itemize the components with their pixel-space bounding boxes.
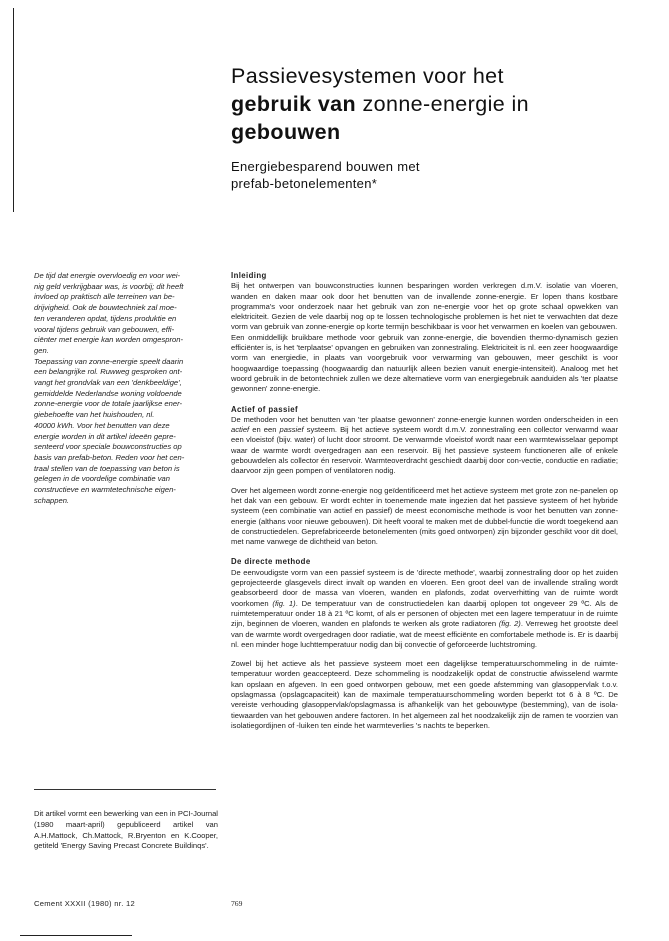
sidebar-line: invloed op praktisch alle terreinen van be- — [34, 292, 175, 302]
paragraph — [231, 568, 618, 650]
paragraph: Bij het ontwerpen van bouwconstructies kunnen besparingen worden verkregen d.m.V. isolatie van vloeren, wanden en daken maar ook door het benutten van de invallende zonne-energie. Er lopen thans kostbare programma's voor onderzoek naar het gebruik van zon ne-energie voor het op grote schaal opwekken van elektriciteit. Gezien de vele daarbij nog op te lossen technologische problemen is het niet te verwachten dat deze vorm van gebruik van zonne-energie op korte termijn beschikbaar is voor het verwarmen en koelen van gebouwen. — [231, 281, 618, 332]
sidebar-line: basis van prefab-beton. Reden voor het cen- — [34, 452, 185, 462]
sidebar-line: senteerd voor speciale bouwconstructies op — [34, 442, 182, 452]
paragraph — [231, 415, 618, 477]
sidebar-line: De tijd dat energie overvloedig en voor wei- — [34, 271, 181, 280]
title-line-2-bold: gebruik van — [231, 92, 357, 116]
emphasis-actief: actief — [231, 425, 250, 435]
title-line-3-bold: gebouwen — [231, 120, 341, 144]
journal-footer: Cement XXXII (1980) nr. 12 — [34, 899, 136, 908]
section-heading-actief-of-passief: Actief of passief — [231, 404, 299, 414]
sidebar-line: een belangrijke rol. Ruwweg gesproken ont- — [34, 367, 183, 377]
bottom-rule — [20, 935, 132, 936]
page-number: 769 — [231, 899, 243, 908]
text-run: De eenvoudigste vorm van een passief systeem is de 'directe methode', waarbij zonnestraling door op het zuiden geprojecteerde glasgevels direct invalt op wanden en vloeren. Een groot deel van de invallende straling wordt geabsorbeerd door de massa van vloeren, wanden en plafonds, zodat oververhitting van de ruimte wordt voorkomen — [231, 567, 618, 608]
article-subtitle — [231, 158, 651, 192]
paragraph: Zowel bij het actieve als het passieve systeem moet een dagelijkse temperatuurschommeling in de ruimte-temperatuur worden geaccepteerd. Deze schommeling is noodzakelijk opdat de constructie afwisselend warmte kan opslaan en afgeven. In een goed ontworpen gebouw, met een goede afstemming van glasoppervlak t.o.v. opslagmassa (opslagcapaciteit) kan de maximale temperatuurschommeling worden beperkt tot 6 à 8 ºC. De vereiste verhouding glasoppervlak/opslagmassa is afhankelijk van het gebouwtype (bestemming), van de isola-tiewaarden van het gebouwen andere factoren. In het algemeen zal het noodzakelijk zijn de ramen te voorzien van isolatiegordijnen of -luiken ten einde het warmteverlies 's nachts te beperken. — [231, 659, 618, 730]
source-credit: Dit artikel vormt een bewerking van een in PCI-Journal (1980 maart-april) gepubliceerd artikel van A.H.Mattock, Ch.Mattock, R.Bryenton en K.Cooper, getiteld 'Energy Saving Precast Concrete Buildinqs'. — [34, 809, 218, 851]
sidebar-line: constructieve en warmtetechnische eigen- — [34, 485, 176, 495]
subtitle-line-1: Energiebesparend bouwen met — [231, 159, 420, 174]
text-run: De methoden voor het benutten van 'ter plaatse gewonnen' zonne-energie kunnen worden onderscheiden in een — [231, 414, 618, 424]
sidebar-line: zonne-energie voor de totale jaarlijkse ener- — [34, 399, 183, 409]
sidebar-line: ten veranderen opdat, tijdens produktie en — [34, 313, 177, 323]
title-block — [231, 62, 651, 192]
intro-sidebar — [34, 271, 216, 506]
section-heading-inleiding: Inleiding — [231, 271, 267, 280]
sidebar-line: gemiddelde Nederlandse woning voldoende — [34, 388, 182, 398]
figure-ref-1: (fig. 1) — [272, 598, 296, 608]
text-run: en een — [249, 425, 280, 435]
sidebar-line: schappen. — [34, 495, 70, 505]
text-run: . De temperatuur van de constructiedelen kan daarbij oplopen tot ongeveer 29 ºC. Als de ruimtetemperatuur onder 18 à 21 ºC komt, of als er personen of objecten met een lagere temperatuur in de ruimte zijn, beginnen de vloeren, wanden en plafonds te werken als grote radiatoren — [231, 598, 618, 629]
sidebar-line: gen. — [34, 345, 49, 355]
sidebar-line: Toepassing van zonne-energie speelt daarin — [34, 356, 184, 366]
figure-ref-2: (fig. 2) — [498, 619, 521, 629]
paragraph: Een onmiddellijk bruikbare methode voor gebruik van zonne-energie, die bovendien thermo-dynamisch gezien efficiënter is, is het 'terplaatse' opvangen en gebruiken van zonnestraling. Elektriciteit is nl. een zeer hoogwaardige vorm van energiedie, in plaats van voorgebruik voor verwarming van gebouwen, meer geschikt is voor hoogwaardige toepassing (hoogwaardig dan natuurlijk alleen bezien vanuit energie-intensiteit). Analoog met het woord gebruik in de betontechniek zullen we deze alternatieve vorm van energiegebruik aanduiden als 'ter plaatse gewonnen' zonne-energie. — [231, 332, 618, 394]
paragraph: Over het algemeen wordt zonne-energie nog geïdentificeerd met het actieve systeem met grote zon ne-panelen op het dak van een gebouw. Er wordt echter in toenemende mate ingezien dat het passieve systeem of het hybride systeem (een combinatie van actief en passief) de meest economische methode is voor het benutten van zonne-energie (althans voor nieuwe gebouwen). Dit heeft vooral te maken met de dubbel-functie die wordt toegekend aan de constructiedelen. Geprefabriceerde betonelementen (mits goed ontworpen) zijn bijzonder geschikt voor dit doel, met name vanwege de dichtheid van beton. — [231, 485, 618, 547]
sidebar-line: traal stellen van de toepassing van beton is — [34, 463, 180, 473]
margin-rule — [13, 8, 14, 212]
title-line-2-rest: zonne-energie in — [356, 92, 530, 116]
sidebar-line: gelegen in de voordelige combinatie van — [34, 474, 170, 484]
emphasis-passief: passief — [279, 425, 304, 435]
subtitle-line-2: prefab-betonelementen* — [231, 176, 378, 191]
article-title — [231, 62, 651, 146]
text-run: . Verreweg het grootste deel van de warmte wordt overgedragen door radiatie, wat de meest efficiënte en comfortabele methode is. Er is daarbij nl. een minder hoge luchttemperatuur nodig dan bij convectie of geforceerde luchtstroming. — [231, 619, 618, 649]
sidebar-line: ciënter met energie kan worden omgespron- — [34, 335, 184, 345]
sidebar-line: vooral tijdens gebruik van gebouwen, effi- — [34, 324, 175, 334]
title-line-1: Passievesystemen voor het — [231, 64, 504, 88]
sidebar-line: drijvigheid. Ook de bouwtechniek zal moe- — [34, 303, 177, 313]
main-column — [231, 271, 618, 731]
sidebar-line: 40000 kWh. Voor het benutten van deze — [34, 420, 170, 430]
sidebar-line: giebehoefte van het huishouden, nl. — [34, 410, 155, 420]
sidebar-line: vangt het grondvlak van een 'denkbeeldige', — [34, 378, 182, 388]
sidebar-line: energie worden in dit artikel ideeën gepre- — [34, 431, 176, 441]
sidebar-line: nig geld verkrijgbaar was, is voorbij; dit heeft — [34, 281, 184, 291]
text-run: systeem. Bij het actieve systeem wordt d.m.V. zonnestraling een collector verwarmd waar een vloeistof (bijv. water) of lucht door stroomt. De verwarmde vloeistof wordt naar een warmtewisselaar gepompt waar de warmte wordt overgedragen aan een reservoir. Bij het passieve systeem functioneren alle of enkele gebouwdelen als collector én reservoir. Warmteoverdracht geschiedt daarbij door con-vectie, conductie en radiatie; daarvoor zijn geen pompen of ventilatoren nodig. — [231, 425, 618, 476]
section-heading-directe-methode: De directe methode — [231, 557, 311, 567]
credit-divider — [34, 789, 216, 790]
